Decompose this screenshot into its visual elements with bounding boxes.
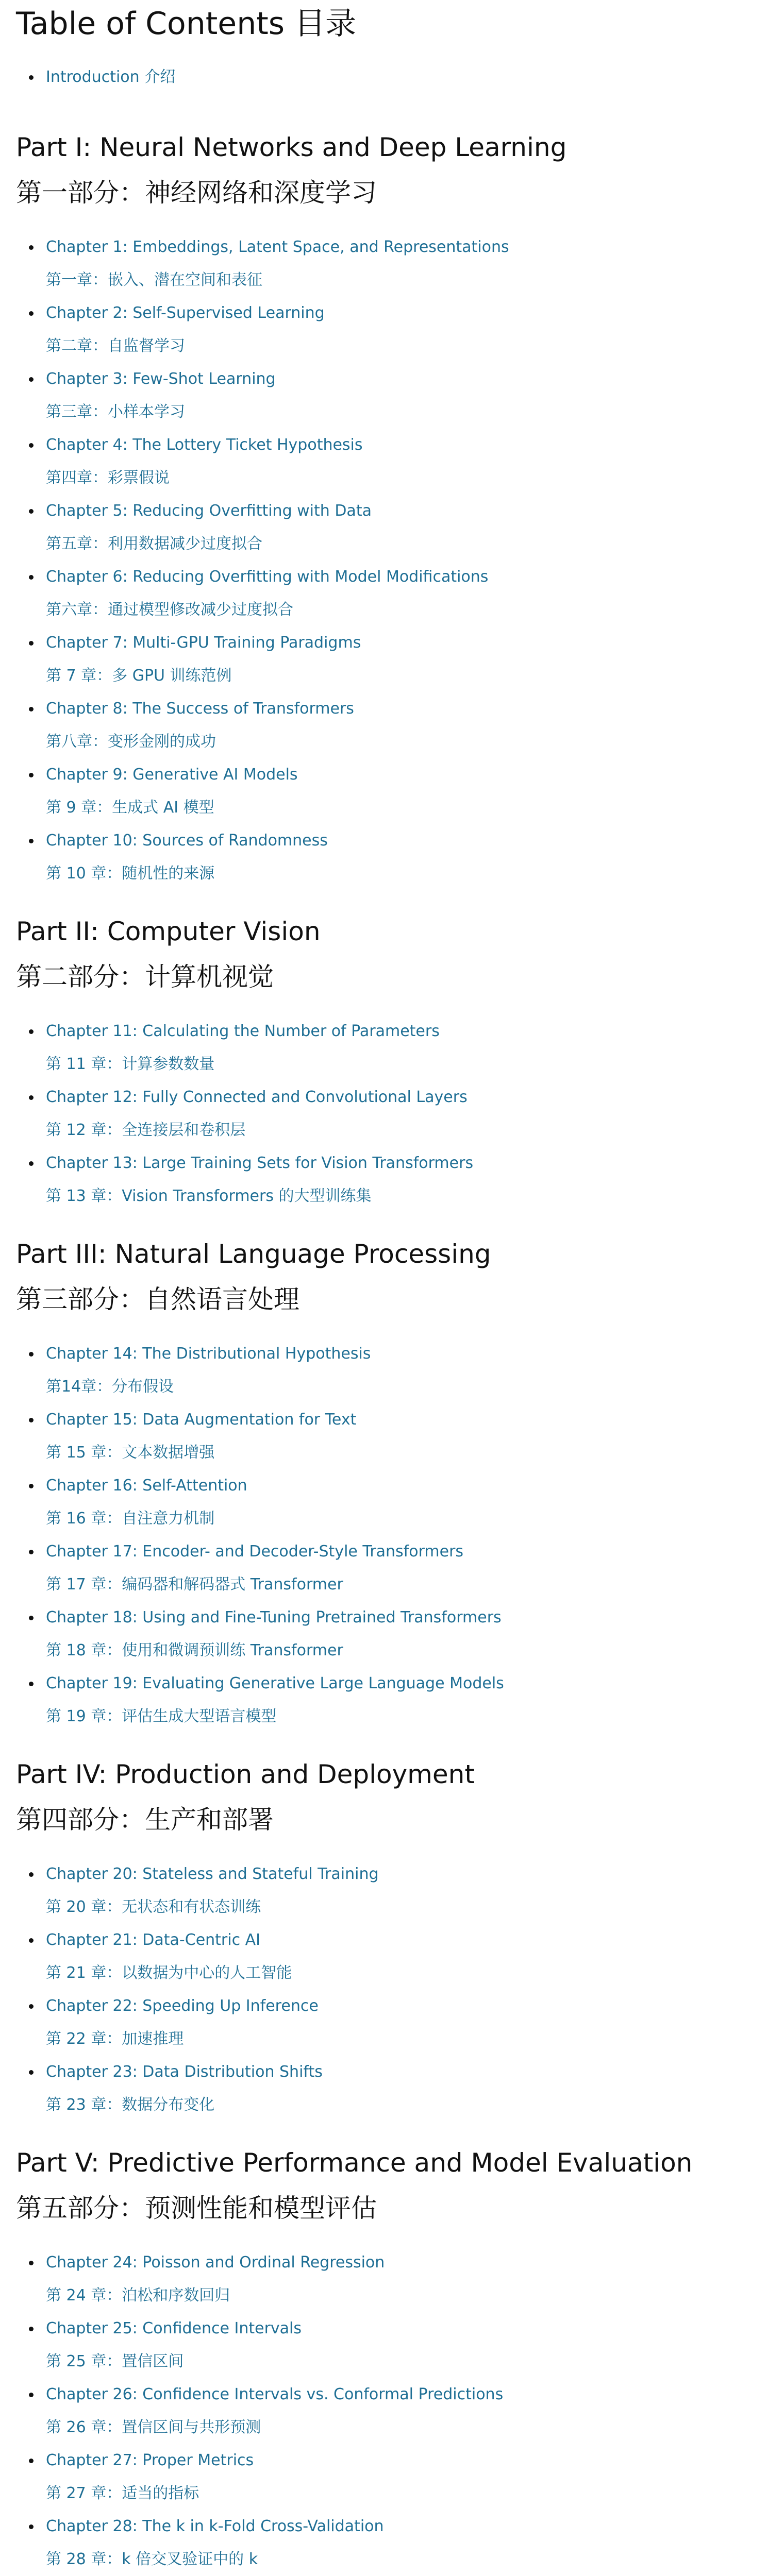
chapter-link-en[interactable]: Chapter 3: Few-Shot Learning [46,370,276,388]
chapter-zh-line [16,1957,767,1990]
part-section [16,131,767,915]
chapter-zh-line [16,659,767,692]
list-item [16,824,767,857]
part-spacer [16,1733,767,1758]
part-title-en: Part III: Natural Language Processing [16,1239,491,1269]
list-item [16,1337,767,1370]
bullet-icon [29,707,34,711]
bullet-icon [29,575,34,580]
chapter-zh-line [16,594,767,626]
chapter-list [16,1015,767,1213]
bullet-icon [29,839,34,843]
bullet-icon [29,1095,34,1100]
chapter-link-en[interactable]: Chapter 14: The Distributional Hypothesis [46,1345,371,1363]
chapter-link-zh[interactable]: 第 28 章：k 倍交叉验证中的 k [46,2550,258,2568]
list-item [16,1147,767,1180]
chapter-link-en[interactable]: Chapter 9: Generative AI Models [46,766,298,784]
chapter-link-en[interactable]: Chapter 26: Confidence Intervals vs. Conformal Predictions [46,2385,504,2403]
list-item [16,1469,767,1502]
chapter-zh-line [16,1502,767,1535]
chapter-zh-line [16,2345,767,2378]
chapter-link-en[interactable]: Chapter 5: Reducing Overfitting with Data [46,502,372,520]
chapter-link-zh[interactable]: 第 17 章：编码器和解码器式 Transformer [46,1575,343,1594]
part-section [16,2146,767,2576]
chapter-zh-line [16,528,767,561]
list-item [16,1924,767,1957]
bullet-icon [29,1484,34,1488]
bullet-icon [29,443,34,448]
list-item [16,2378,767,2411]
bullet-icon [29,75,34,80]
part-spacer [16,1213,767,1238]
chapter-zh-line [16,1891,767,1924]
chapter-zh-line [16,1568,767,1601]
chapter-link-zh[interactable]: 第二章：自监督学习 [46,337,185,355]
chapter-link-zh[interactable]: 第14章：分布假设 [46,1378,174,1396]
chapter-link-zh[interactable]: 第四章：彩票假说 [46,469,170,487]
chapter-link-zh[interactable]: 第 20 章：无状态和有状态训练 [46,1898,261,1916]
chapter-list [16,2246,767,2576]
chapter-zh-line [16,264,767,297]
chapter-list [16,1858,767,2122]
bullet-icon [29,2004,34,2009]
chapter-link-zh[interactable]: 第 25 章：置信区间 [46,2352,184,2370]
chapter-link-zh[interactable]: 第 9 章：生成式 AI 模型 [46,799,214,817]
chapter-zh-line [16,1634,767,1667]
list-item [16,495,767,528]
bullet-icon [29,1161,34,1166]
list-item [16,297,767,330]
chapter-link-zh[interactable]: 第一章：嵌入、潜在空间和表征 [46,271,262,289]
chapter-link-en[interactable]: Chapter 15: Data Augmentation for Text [46,1411,357,1429]
chapter-zh-line [16,1114,767,1147]
chapter-link-zh[interactable]: 第 22 章：加速推理 [46,2030,184,2048]
chapter-list [16,231,767,890]
bullet-icon [29,1872,34,1877]
list-item [16,1403,767,1436]
bullet-icon [29,2070,34,2075]
bullet-icon [29,509,34,514]
part-title-zh: 第二部分：计算机视觉 [16,962,274,992]
part-title-zh: 第一部分：神经网络和深度学习 [16,178,377,208]
chapter-link-en[interactable]: Chapter 23: Data Distribution Shifts [46,2063,323,2081]
part-title-en: Part II: Computer Vision [16,917,321,946]
chapter-zh-line [16,2023,767,2056]
bullet-icon [29,2524,34,2529]
chapter-zh-line [16,2279,767,2312]
bullet-icon [29,641,34,646]
chapter-link-en[interactable]: Chapter 7: Multi-GPU Training Paradigms [46,634,361,652]
chapter-link-en[interactable]: Chapter 11: Calculating the Number of Parameters [46,1022,440,1040]
bullet-icon [29,1682,34,1686]
bullet-icon [29,2393,34,2397]
chapter-link-zh[interactable]: 第 7 章：多 GPU 训练范例 [46,667,232,685]
chapter-link-zh[interactable]: 第 10 章：随机性的来源 [46,865,215,883]
intro-list [16,61,767,94]
bullet-icon [29,2459,34,2463]
bullet-icon [29,2261,34,2265]
list-item [16,1858,767,1891]
bullet-icon [29,1550,34,1554]
chapter-link-zh[interactable]: 第 11 章：计算参数数量 [46,1055,215,1073]
bullet-icon [29,377,34,382]
list-item [16,1015,767,1048]
part-spacer [16,890,767,915]
chapter-zh-line [16,1048,767,1081]
list-item [16,1990,767,2023]
chapter-link-zh[interactable]: 第六章：通过模型修改减少过度拟合 [46,601,293,619]
chapter-link-zh[interactable]: 第五章：利用数据减少过度拟合 [46,535,262,553]
chapter-zh-line [16,1180,767,1213]
chapter-link-zh[interactable]: 第 24 章：泊松和序数回归 [46,2286,230,2304]
chapter-link-zh[interactable]: 第三章：小样本学习 [46,403,185,421]
part-title-en: Part IV: Production and Deployment [16,1759,475,1789]
list-item [16,1601,767,1634]
chapter-zh-line [16,1370,767,1403]
chapter-link-en[interactable]: Chapter 28: The k in k-Fold Cross-Validation [46,2517,384,2535]
bullet-icon [29,1418,34,1422]
chapter-zh-line [16,2411,767,2444]
chapter-zh-line [16,462,767,495]
part-spacer [16,2122,767,2146]
list-item [16,2444,767,2477]
chapter-link-en[interactable]: Chapter 21: Data-Centric AI [46,1931,261,1949]
chapter-link-en[interactable]: Chapter 16: Self-Attention [46,1477,247,1495]
chapter-link-zh[interactable]: 第 18 章：使用和微调预训练 Transformer [46,1641,343,1659]
parts-container [16,131,767,2576]
list-item [16,626,767,659]
list-item [16,561,767,594]
chapter-list [16,1337,767,1733]
part-title-en: Part I: Neural Networks and Deep Learning [16,132,567,162]
list-item-intro [16,61,767,94]
chapter-link-en[interactable]: Chapter 4: The Lottery Ticket Hypothesis [46,436,363,454]
chapter-link-en[interactable]: Chapter 2: Self-Supervised Learning [46,304,325,322]
chapter-link-zh[interactable]: 第八章：变形金刚的成功 [46,733,216,751]
list-item [16,692,767,725]
chapter-link-zh[interactable]: 第 12 章：全连接层和卷积层 [46,1121,246,1139]
chapter-link-en[interactable]: Chapter 8: The Success of Transformers [46,700,354,718]
bullet-icon [29,1352,34,1357]
bullet-icon [29,1616,34,1620]
part-section [16,1238,767,1758]
list-item [16,2312,767,2345]
chapter-zh-line [16,791,767,824]
chapter-zh-line [16,857,767,890]
chapter-link-zh[interactable]: 第 15 章：文本数据增强 [46,1444,215,1462]
chapter-link-zh[interactable]: 第 27 章：适当的指标 [46,2484,199,2502]
page-title: Table of Contents 目录 [16,6,357,42]
chapter-zh-line [16,2543,767,2576]
chapter-zh-line [16,330,767,363]
chapter-link-en[interactable]: Chapter 24: Poisson and Ordinal Regression [46,2253,385,2272]
chapter-link-en[interactable]: Chapter 6: Reducing Overfitting with Model Modifications [46,568,489,586]
chapter-zh-line [16,1700,767,1733]
part-title-zh: 第四部分：生产和部署 [16,1805,274,1835]
chapter-zh-line [16,725,767,758]
list-item [16,1667,767,1700]
chapter-link-en[interactable]: Chapter 20: Stateless and Stateful Training [46,1865,379,1883]
chapter-link-en[interactable]: Chapter 1: Embeddings, Latent Space, and Representations [46,238,509,256]
chapter-link-zh[interactable]: 第 16 章：自注意力机制 [46,1510,215,1528]
chapter-link-en[interactable]: Chapter 27: Proper Metrics [46,2451,254,2469]
list-item [16,429,767,462]
chapter-link-en[interactable]: Chapter 12: Fully Connected and Convolutional Layers [46,1088,468,1106]
chapter-zh-line [16,2089,767,2122]
chapter-link-en[interactable]: Chapter 17: Encoder- and Decoder-Style Transformers [46,1543,464,1561]
list-item [16,1535,767,1568]
chapter-zh-line [16,2477,767,2510]
chapter-link-zh[interactable]: 第 23 章：数据分布变化 [46,2096,215,2114]
chapter-link-en[interactable]: Chapter 13: Large Training Sets for Vision Transformers [46,1154,474,1172]
list-item [16,231,767,264]
chapter-link-en[interactable]: Chapter 10: Sources of Randomness [46,832,328,850]
chapter-link-en[interactable]: Chapter 19: Evaluating Generative Large Language Models [46,1674,504,1692]
part-title-en: Part V: Predictive Performance and Model Evaluation [16,2148,693,2178]
bullet-icon [29,1938,34,1943]
bullet-icon [29,245,34,250]
chapter-link-en[interactable]: Chapter 25: Confidence Intervals [46,2319,302,2337]
chapter-link-zh[interactable]: 第 26 章：置信区间与共形预测 [46,2418,261,2436]
list-item [16,758,767,791]
list-item [16,363,767,396]
bullet-icon [29,1029,34,1034]
part-title-zh: 第三部分：自然语言处理 [16,1284,299,1314]
bullet-icon [29,773,34,777]
list-item [16,1081,767,1114]
list-item [16,2246,767,2279]
part-section [16,1758,767,2146]
bullet-icon [29,2327,34,2331]
intro-link[interactable]: Introduction 介绍 [46,68,176,86]
bullet-icon [29,311,34,316]
chapter-link-zh[interactable]: 第 21 章：以数据为中心的人工智能 [46,1964,292,1982]
list-item [16,2510,767,2543]
part-section [16,915,767,1238]
chapter-link-en[interactable]: Chapter 18: Using and Fine-Tuning Pretrained Transformers [46,1608,502,1626]
list-item [16,2056,767,2089]
chapter-link-zh[interactable]: 第 19 章：评估生成大型语言模型 [46,1707,277,1725]
chapter-link-en[interactable]: Chapter 22: Speeding Up Inference [46,1997,319,2015]
chapter-zh-line [16,396,767,429]
chapter-zh-line [16,1436,767,1469]
chapter-link-zh[interactable]: 第 13 章：Vision Transformers 的大型训练集 [46,1187,372,1205]
part-title-zh: 第五部分：预测性能和模型评估 [16,2193,377,2223]
